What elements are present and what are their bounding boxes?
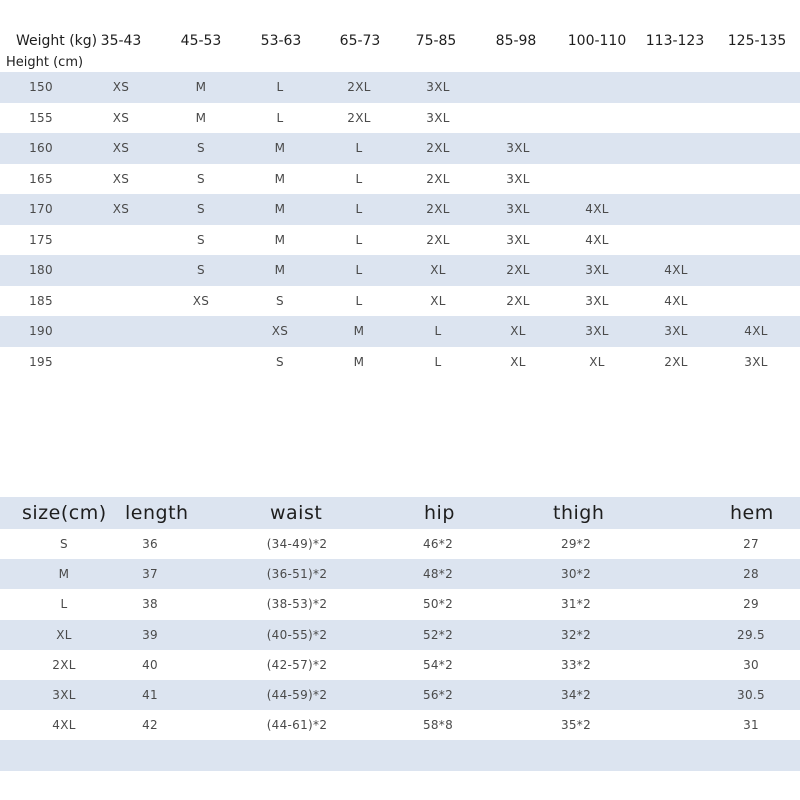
table-row xyxy=(0,559,800,589)
measurement-cell: L xyxy=(60,597,68,612)
size-cell: L xyxy=(434,324,442,339)
size-cell xyxy=(646,225,706,256)
size-cell: 3XL xyxy=(426,110,450,125)
column-header: hip xyxy=(424,502,455,524)
size-cell: XS xyxy=(112,171,130,186)
measurement-cell: (44-61)*2 xyxy=(266,718,328,733)
weight-header-row xyxy=(0,30,800,52)
measurement-cell: 27 xyxy=(743,537,759,552)
size-cell: 4XL xyxy=(664,293,688,308)
table-row xyxy=(0,740,800,770)
size-cell: XL xyxy=(430,263,446,278)
measurement-cell: 54*2 xyxy=(422,657,454,672)
size-cell xyxy=(567,72,627,103)
measurement-cell: 29*2 xyxy=(560,537,592,552)
size-cell: 3XL xyxy=(426,80,450,95)
size-cell: 3XL xyxy=(506,232,530,247)
size-cell xyxy=(91,225,151,256)
size-cell: 3XL xyxy=(506,171,530,186)
size-cell xyxy=(91,255,151,286)
size-cell xyxy=(726,286,786,317)
measurement-cell xyxy=(393,740,483,770)
size-cell: M xyxy=(353,324,365,339)
table-row xyxy=(0,529,800,559)
measurement-cell: 29.5 xyxy=(737,627,765,642)
weight-range-header: 35-43 xyxy=(100,33,142,49)
table-row xyxy=(0,164,800,195)
height-cell: 165 xyxy=(29,171,53,186)
measurement-cell xyxy=(252,740,342,770)
weight-height-size-table xyxy=(0,72,800,377)
measurement-cell: 42 xyxy=(142,718,158,733)
size-cell: 2XL xyxy=(347,110,371,125)
size-cell: 4XL xyxy=(585,202,609,217)
measurement-cell: S xyxy=(60,537,68,552)
size-cell: XL xyxy=(589,354,605,369)
size-cell: 4XL xyxy=(664,263,688,278)
size-cell: 4XL xyxy=(585,232,609,247)
size-cell: XS xyxy=(112,202,130,217)
size-cell xyxy=(726,72,786,103)
table-row xyxy=(0,255,800,286)
size-cell: 2XL xyxy=(426,202,450,217)
measurement-cell: XL xyxy=(56,627,72,642)
measurement-cell: 31 xyxy=(743,718,759,733)
size-cell xyxy=(726,103,786,134)
measurement-cell: 39 xyxy=(142,627,158,642)
size-cell: M xyxy=(274,232,286,247)
measurement-cell: (38-53)*2 xyxy=(266,597,328,612)
size-cell xyxy=(567,133,627,164)
column-header: size(cm) xyxy=(22,502,107,524)
measurement-cell: M xyxy=(58,567,70,582)
measurement-cell: 34*2 xyxy=(560,688,592,703)
measurement-cell: 31*2 xyxy=(560,597,592,612)
measurement-cell: 32*2 xyxy=(560,627,592,642)
size-cell: L xyxy=(355,232,363,247)
size-cell: S xyxy=(197,202,205,217)
measurement-cell: 56*2 xyxy=(422,688,454,703)
size-cell xyxy=(567,164,627,195)
table-row xyxy=(0,316,800,347)
size-cell: 3XL xyxy=(506,202,530,217)
size-cell: L xyxy=(355,202,363,217)
column-header: length xyxy=(125,502,189,524)
measurement-cell: (42-57)*2 xyxy=(266,657,328,672)
size-cell: 2XL xyxy=(426,171,450,186)
size-cell xyxy=(171,316,231,347)
weight-axis-label: Weight (kg) xyxy=(16,33,98,49)
size-cell: XL xyxy=(430,293,446,308)
size-cell xyxy=(726,225,786,256)
measurement-cell: 36 xyxy=(142,537,158,552)
size-cell: L xyxy=(355,293,363,308)
size-cell xyxy=(488,72,548,103)
height-cell: 155 xyxy=(29,110,53,125)
size-cell xyxy=(171,347,231,378)
measurement-cell: 3XL xyxy=(52,688,76,703)
size-cell: L xyxy=(276,80,284,95)
size-cell xyxy=(726,194,786,225)
size-cell xyxy=(488,103,548,134)
measurement-cell: 29 xyxy=(743,597,759,612)
table-row xyxy=(0,194,800,225)
size-cell: 3XL xyxy=(585,263,609,278)
column-header: thigh xyxy=(553,502,605,524)
height-cell: 185 xyxy=(29,293,53,308)
weight-range-header: 75-85 xyxy=(415,33,457,49)
table-row xyxy=(0,103,800,134)
size-cell: 2XL xyxy=(347,80,371,95)
size-cell: M xyxy=(274,263,286,278)
measurement-cell xyxy=(706,740,796,770)
size-cell: M xyxy=(353,354,365,369)
size-cell: 3XL xyxy=(664,324,688,339)
size-cell: M xyxy=(274,141,286,156)
weight-range-header: 85-98 xyxy=(495,33,537,49)
measurement-cell: 30.5 xyxy=(737,688,765,703)
size-cell xyxy=(726,255,786,286)
size-cell: L xyxy=(355,171,363,186)
size-cell: S xyxy=(276,354,284,369)
size-cell: S xyxy=(197,171,205,186)
weight-range-header: 53-63 xyxy=(260,33,302,49)
column-header: hem xyxy=(730,502,774,524)
weight-range-header: 113-123 xyxy=(645,33,705,49)
size-cell xyxy=(646,72,706,103)
size-cell xyxy=(646,164,706,195)
measurement-cell: 33*2 xyxy=(560,657,592,672)
size-cell: L xyxy=(355,263,363,278)
measurement-cell: 30 xyxy=(743,657,759,672)
size-cell: XS xyxy=(112,80,130,95)
size-cell: XS xyxy=(192,293,210,308)
size-cell: M xyxy=(195,110,207,125)
size-cell: 2XL xyxy=(664,354,688,369)
table-row xyxy=(0,133,800,164)
measurement-cell: 37 xyxy=(142,567,158,582)
size-cell: 2XL xyxy=(506,263,530,278)
measurement-cell: (40-55)*2 xyxy=(266,627,328,642)
height-axis-label: Height (cm) xyxy=(6,55,84,70)
measurement-cell: 46*2 xyxy=(422,537,454,552)
size-cell: XL xyxy=(510,324,526,339)
size-cell: 3XL xyxy=(744,354,768,369)
size-cell xyxy=(646,194,706,225)
size-cell xyxy=(646,103,706,134)
table-row xyxy=(0,710,800,740)
size-cell: L xyxy=(355,141,363,156)
height-cell: 170 xyxy=(29,202,53,217)
weight-range-header: 125-135 xyxy=(727,33,787,49)
measurement-cell: 50*2 xyxy=(422,597,454,612)
size-cell: M xyxy=(274,202,286,217)
height-cell: 190 xyxy=(29,324,53,339)
measurement-cell: 52*2 xyxy=(422,627,454,642)
size-cell: M xyxy=(274,171,286,186)
table-header-row xyxy=(0,497,800,529)
size-cell: 3XL xyxy=(585,293,609,308)
size-cell: XS xyxy=(271,324,289,339)
weight-range-header: 65-73 xyxy=(339,33,381,49)
height-cell: 195 xyxy=(29,354,53,369)
table-row xyxy=(0,347,800,378)
measurement-cell: 48*2 xyxy=(422,567,454,582)
size-cell: L xyxy=(276,110,284,125)
size-cell: 3XL xyxy=(585,324,609,339)
size-cell: S xyxy=(197,232,205,247)
weight-range-header: 100-110 xyxy=(567,33,627,49)
size-cell: L xyxy=(434,354,442,369)
size-cell: S xyxy=(197,141,205,156)
size-cell: XS xyxy=(112,110,130,125)
measurement-cell: 30*2 xyxy=(560,567,592,582)
size-cell: 3XL xyxy=(506,141,530,156)
column-header: waist xyxy=(270,502,323,524)
measurement-cell: 38 xyxy=(142,597,158,612)
size-cell xyxy=(91,286,151,317)
height-cell: 180 xyxy=(29,263,53,278)
measurement-cell xyxy=(19,740,109,770)
measurement-cell: 40 xyxy=(142,657,158,672)
size-cell: 2XL xyxy=(506,293,530,308)
table-row xyxy=(0,680,800,710)
measurement-cell: 58*8 xyxy=(422,718,454,733)
table-row xyxy=(0,286,800,317)
measurement-cell xyxy=(531,740,621,770)
measurement-cell: (36-51)*2 xyxy=(266,567,328,582)
size-cell xyxy=(91,347,151,378)
table-row xyxy=(0,650,800,680)
size-cell: XL xyxy=(510,354,526,369)
measurement-cell: 4XL xyxy=(52,718,76,733)
size-cell: 2XL xyxy=(426,232,450,247)
table-row xyxy=(0,225,800,256)
size-cell xyxy=(726,164,786,195)
size-cell xyxy=(646,133,706,164)
measurement-cell: 41 xyxy=(142,688,158,703)
size-cell xyxy=(91,316,151,347)
measurement-cell: 28 xyxy=(743,567,759,582)
weight-range-header: 45-53 xyxy=(180,33,222,49)
table-row xyxy=(0,589,800,619)
measurement-cell: (34-49)*2 xyxy=(266,537,328,552)
measurement-cell: (44-59)*2 xyxy=(266,688,328,703)
table-row xyxy=(0,72,800,103)
measurement-cell: 2XL xyxy=(52,657,76,672)
garment-measurement-table xyxy=(0,497,800,771)
height-cell: 150 xyxy=(29,80,53,95)
height-cell: 160 xyxy=(29,141,53,156)
size-cell: 4XL xyxy=(744,324,768,339)
size-cell: 2XL xyxy=(426,141,450,156)
measurement-cell xyxy=(105,740,195,770)
size-cell xyxy=(726,133,786,164)
size-cell xyxy=(567,103,627,134)
size-cell: S xyxy=(276,293,284,308)
size-cell: S xyxy=(197,263,205,278)
size-cell: M xyxy=(195,80,207,95)
height-cell: 175 xyxy=(29,232,53,247)
size-cell: XS xyxy=(112,141,130,156)
table-row xyxy=(0,620,800,650)
measurement-cell: 35*2 xyxy=(560,718,592,733)
